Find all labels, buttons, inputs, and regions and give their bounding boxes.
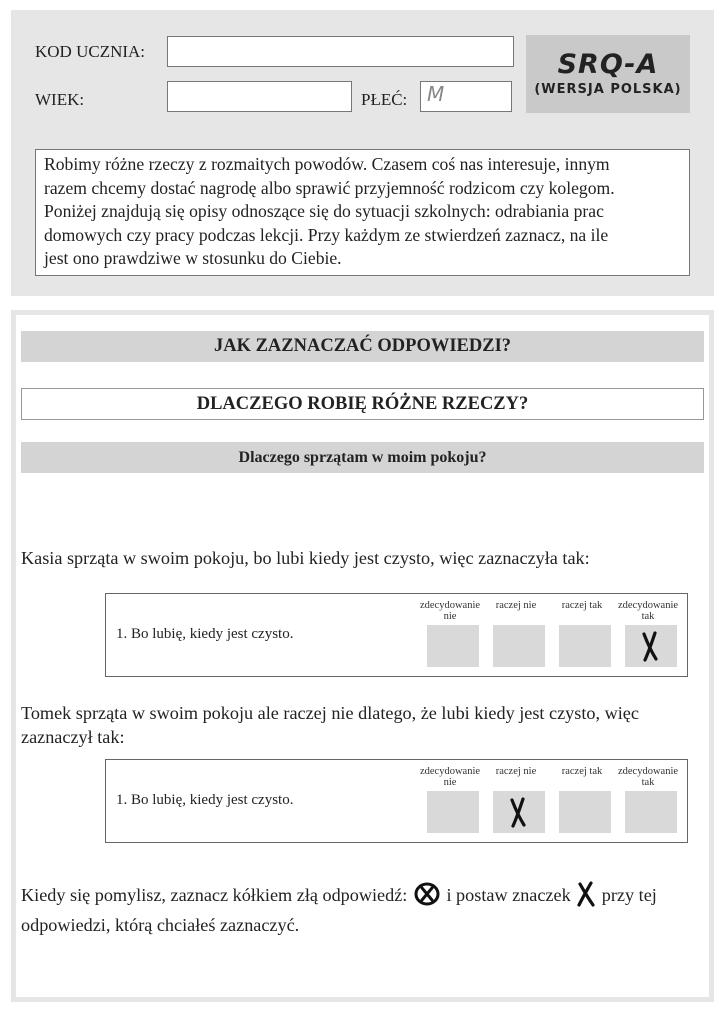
badge-title: SRQ-A <box>557 49 659 80</box>
correction-text-part2: i postaw znaczek <box>446 885 571 905</box>
example2-line1: Tomek sprząta w swoim pokoju ale raczej nie dlatego, że lubi kiedy jest czysto, więc <box>21 703 639 723</box>
scale-col4-line2: tak <box>641 777 655 788</box>
scale-col-definitely-not <box>415 600 485 622</box>
scale-col1-line1: zdecydowanie <box>419 766 481 777</box>
scale-col-rather-yes <box>547 600 617 611</box>
gender-value: M <box>427 82 445 106</box>
x-mark-icon <box>575 881 597 913</box>
correction-line1 <box>21 881 701 913</box>
scale-col-definitely-not <box>415 766 485 788</box>
scale-col3-text: raczej tak <box>561 600 603 611</box>
intro-text-box <box>35 149 690 276</box>
scale-col-rather-not <box>481 600 551 611</box>
age-label: WIEK: <box>35 90 85 109</box>
example2-item <box>105 759 688 843</box>
answer-checkbox[interactable] <box>559 625 611 667</box>
scale-col1-line2: nie <box>443 611 457 622</box>
question-heading: Dlaczego sprzątam w moim pokoju? <box>21 442 704 473</box>
scale-col2-text: raczej nie <box>495 766 537 777</box>
gender-field[interactable] <box>420 81 512 112</box>
gender-label: PŁEĆ: <box>361 90 408 109</box>
crossed-circle-icon <box>412 881 442 913</box>
section-heading: DLACZEGO ROBIĘ RÓŻNE RZECZY? <box>21 388 704 420</box>
answer-checkbox[interactable] <box>493 791 545 833</box>
answer-checkbox[interactable] <box>625 791 677 833</box>
scale-col-definitely-yes <box>613 766 683 788</box>
intro-line: Robimy różne rzeczy z rozmaitych powodów. Czasem coś nas interesuje, innym <box>44 154 610 174</box>
student-code-label: KOD UCZNIA: <box>35 42 146 61</box>
answer-checkbox[interactable] <box>427 791 479 833</box>
intro-line: domowych czy pracy podczas lekcji. Przy każdym ze stwierdzeń zaznacz, na ile <box>44 224 609 245</box>
example1-item <box>105 593 688 677</box>
correction-line2: odpowiedzi, którą chciałeś zaznaczyć. <box>21 915 300 935</box>
intro-line: Poniżej znajdują się opisy odnoszące się do sytuacji szkolnych: odrabiania prac <box>44 201 604 221</box>
example2-statement: 1. Bo lubię, kiedy jest czysto. <box>116 792 294 808</box>
student-code-field[interactable] <box>167 36 514 67</box>
intro-line: jest ono prawdziwe w stosunku do Ciebie. <box>44 248 342 268</box>
x-mark-icon <box>493 791 545 833</box>
scale-col4-line2: tak <box>641 611 655 622</box>
answer-checkbox[interactable] <box>559 791 611 833</box>
correction-text-part1: Kiedy się pomylisz, zaznacz kółkiem złą odpowiedź: <box>21 885 408 905</box>
badge-subtitle: (WERSJA POLSKA) <box>534 82 682 97</box>
scale-col2-text: raczej nie <box>495 600 537 611</box>
example1-statement: 1. Bo lubię, kiedy jest czysto. <box>116 626 294 642</box>
scale-col1-line2: nie <box>443 777 457 788</box>
scale-col-definitely-yes <box>613 600 683 622</box>
correction-instructions <box>21 881 701 937</box>
scale-col4-line1: zdecydowanie <box>617 766 679 777</box>
scale-col1-line1: zdecydowanie <box>419 600 481 611</box>
age-field[interactable] <box>167 81 352 112</box>
example1-description: Kasia sprząta w swoim pokoju, bo lubi kiedy jest czysto, więc zaznaczyła tak: <box>21 548 590 568</box>
scale-col-rather-not <box>481 766 551 777</box>
intro-line: razem chcemy dostać nagrodę albo sprawić przyjemność rodzicom czy kolegom. <box>44 177 615 198</box>
instructions-heading: JAK ZAZNACZAĆ ODPOWIEDZI? <box>21 331 704 362</box>
correction-text-part3: przy tej <box>601 885 657 905</box>
answer-checkbox[interactable] <box>493 625 545 667</box>
scale-col4-line1: zdecydowanie <box>617 600 679 611</box>
example2-line2: zaznaczył tak: <box>21 727 125 747</box>
example2-description <box>21 701 701 749</box>
x-mark-icon <box>625 625 677 667</box>
srq-badge <box>526 35 690 113</box>
answer-checkbox[interactable] <box>427 625 479 667</box>
answer-checkbox[interactable] <box>625 625 677 667</box>
scale-col-rather-yes <box>547 766 617 777</box>
scale-col3-text: raczej tak <box>561 766 603 777</box>
